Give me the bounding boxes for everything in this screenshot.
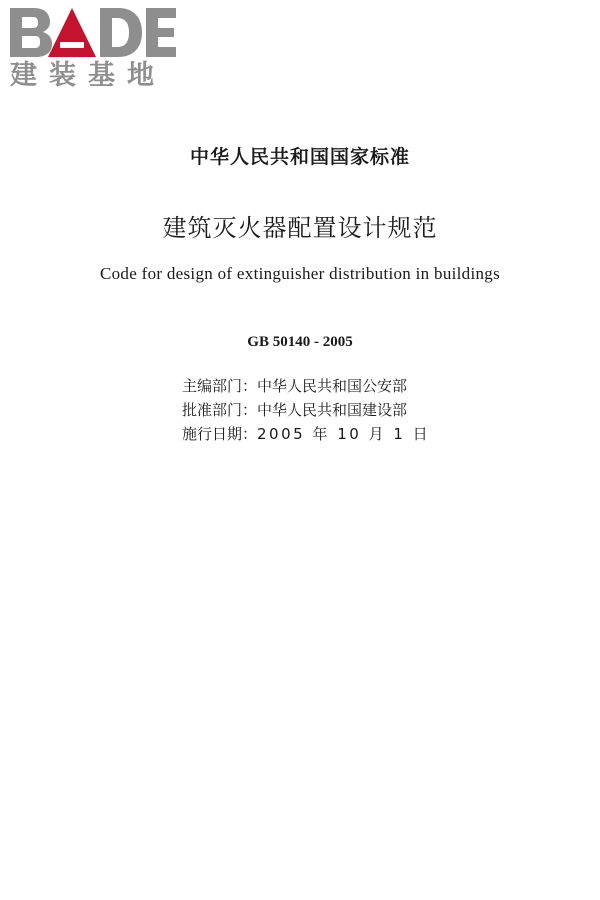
info-row-effective-date (182, 422, 482, 446)
logo-letter-d (100, 8, 142, 57)
bade-logo (8, 2, 178, 94)
logo-letter-a (48, 8, 96, 57)
standard-category: 中华人民共和国国家标准 (189, 146, 410, 168)
standard-number: GB 50140 - 2005 (247, 334, 353, 350)
info-value: 中华人民共和国公安部 (257, 377, 408, 395)
info-label: 施行日期： (182, 425, 258, 443)
info-label: 主编部门： (182, 377, 258, 395)
logo-letter-e (146, 8, 176, 57)
info-row-approver (182, 398, 482, 422)
document-title-chinese: 建筑灭火器配置设计规范 (162, 214, 438, 242)
document-title-english: Code for design of extinguisher distribution in buildings (99, 264, 501, 283)
logo-letter-b (10, 8, 52, 57)
info-label: 批准部门： (182, 401, 258, 419)
info-value: 2005 年 10 月 1 日 (257, 425, 431, 443)
publication-info (182, 374, 482, 446)
logo-subtitle: 建装基地 (10, 60, 166, 91)
logo-letter-a-bar (60, 42, 84, 48)
bade-logo-mark (8, 2, 178, 60)
info-value: 中华人民共和国建设部 (257, 401, 408, 419)
info-row-editor (182, 374, 482, 398)
